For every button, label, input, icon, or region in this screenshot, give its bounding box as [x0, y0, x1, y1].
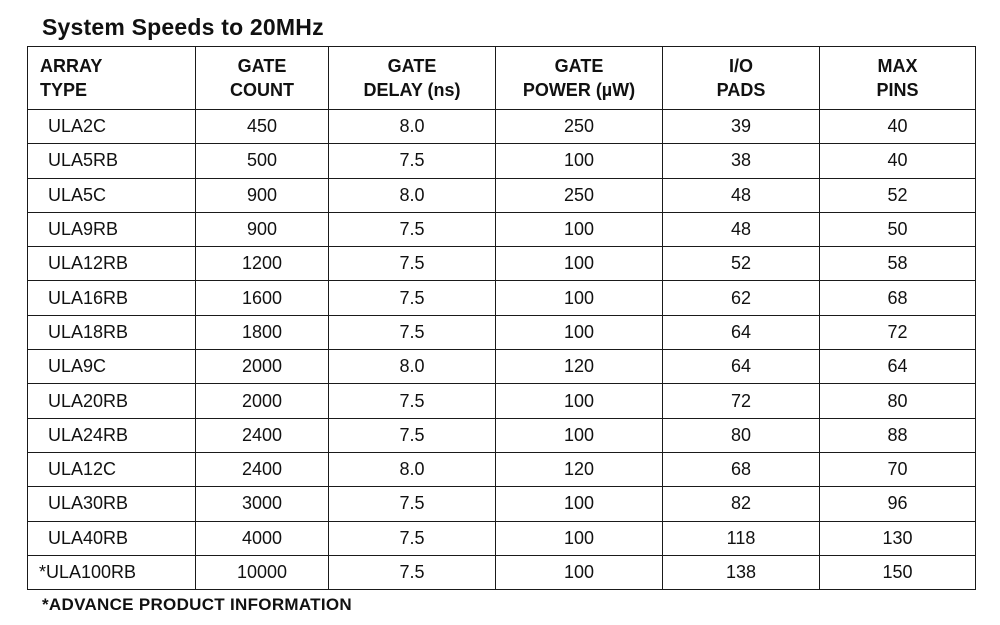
cell-gate-power: 100: [496, 212, 663, 246]
table-body: [28, 110, 976, 590]
cell-gate-delay: 7.5: [329, 384, 496, 418]
cell-array-type: ULA40RB: [28, 521, 196, 555]
cell-io-pads: 82: [663, 487, 820, 521]
cell-gate-delay: 7.5: [329, 315, 496, 349]
cell-max-pins: 130: [820, 521, 976, 555]
cell-gate-count: 450: [196, 110, 329, 144]
cell-gate-count: 500: [196, 144, 329, 178]
cell-max-pins: 58: [820, 247, 976, 281]
cell-gate-power: 120: [496, 350, 663, 384]
table-row: [28, 281, 976, 315]
column-header-line: PINS: [876, 80, 919, 100]
column-header-gate-delay: [329, 47, 496, 110]
cell-max-pins: 88: [820, 418, 976, 452]
column-header-io-pads: [663, 47, 820, 110]
cell-gate-power: 250: [496, 178, 663, 212]
table-row: [28, 247, 976, 281]
table-row: [28, 315, 976, 349]
cell-gate-count: 10000: [196, 555, 329, 589]
cell-max-pins: 40: [820, 110, 976, 144]
table-row: [28, 418, 976, 452]
cell-max-pins: 80: [820, 384, 976, 418]
cell-gate-count: 2400: [196, 418, 329, 452]
cell-gate-count: 1800: [196, 315, 329, 349]
cell-gate-delay: 8.0: [329, 350, 496, 384]
cell-gate-delay: 7.5: [329, 212, 496, 246]
cell-gate-power: 100: [496, 487, 663, 521]
column-header-line: COUNT: [230, 80, 294, 100]
cell-max-pins: 52: [820, 178, 976, 212]
cell-io-pads: 68: [663, 452, 820, 486]
cell-gate-power: 100: [496, 384, 663, 418]
cell-array-type: ULA12RB: [28, 247, 196, 281]
cell-gate-power: 100: [496, 521, 663, 555]
cell-max-pins: 70: [820, 452, 976, 486]
column-header-line: PADS: [716, 80, 766, 100]
column-header-line: GATE: [554, 56, 604, 76]
header-row: [28, 47, 976, 110]
column-header-line: I/O: [728, 56, 753, 76]
cell-gate-delay: 8.0: [329, 110, 496, 144]
cell-io-pads: 118: [663, 521, 820, 555]
cell-io-pads: 64: [663, 315, 820, 349]
cell-gate-delay: 7.5: [329, 521, 496, 555]
cell-io-pads: 138: [663, 555, 820, 589]
cell-io-pads: 62: [663, 281, 820, 315]
cell-gate-count: 1600: [196, 281, 329, 315]
cell-max-pins: 96: [820, 487, 976, 521]
cell-gate-power: 100: [496, 315, 663, 349]
cell-io-pads: 80: [663, 418, 820, 452]
cell-array-type: ULA12C: [28, 452, 196, 486]
cell-gate-delay: 7.5: [329, 418, 496, 452]
cell-io-pads: 52: [663, 247, 820, 281]
cell-gate-power: 100: [496, 144, 663, 178]
cell-array-type: ULA20RB: [28, 384, 196, 418]
cell-io-pads: 39: [663, 110, 820, 144]
column-header-line: GATE: [387, 56, 437, 76]
table-row: [28, 555, 976, 589]
table-header: [28, 47, 976, 110]
cell-gate-delay: 7.5: [329, 247, 496, 281]
table-row: [28, 212, 976, 246]
table-row: [28, 350, 976, 384]
cell-array-type: ULA9C: [28, 350, 196, 384]
cell-gate-power: 120: [496, 452, 663, 486]
cell-array-type: ULA16RB: [28, 281, 196, 315]
column-header-line: ARRAY: [40, 56, 103, 76]
column-header-line: MAX: [877, 56, 918, 76]
cell-array-type: ULA5C: [28, 178, 196, 212]
cell-max-pins: 68: [820, 281, 976, 315]
cell-io-pads: 72: [663, 384, 820, 418]
table-row: [28, 110, 976, 144]
table-row: [28, 521, 976, 555]
footnote: *ADVANCE PRODUCT INFORMATION: [42, 595, 352, 614]
cell-array-type: ULA2C: [28, 110, 196, 144]
column-header-line: POWER (µW): [522, 80, 636, 100]
cell-max-pins: 40: [820, 144, 976, 178]
cell-max-pins: 64: [820, 350, 976, 384]
cell-gate-count: 4000: [196, 521, 329, 555]
table-row: [28, 144, 976, 178]
cell-gate-delay: 8.0: [329, 178, 496, 212]
cell-max-pins: 72: [820, 315, 976, 349]
cell-max-pins: 150: [820, 555, 976, 589]
column-header-line: GATE: [237, 56, 287, 76]
table-row: [28, 452, 976, 486]
cell-gate-power: 100: [496, 247, 663, 281]
column-header-max-pins: [820, 47, 976, 110]
cell-array-type: *ULA100RB: [28, 555, 196, 589]
cell-io-pads: 48: [663, 178, 820, 212]
cell-io-pads: 64: [663, 350, 820, 384]
cell-array-type: ULA9RB: [28, 212, 196, 246]
column-header-array-type: [28, 47, 196, 110]
cell-gate-delay: 7.5: [329, 487, 496, 521]
cell-array-type: ULA30RB: [28, 487, 196, 521]
page-title: System Speeds to 20MHz: [42, 14, 324, 40]
cell-gate-delay: 8.0: [329, 452, 496, 486]
cell-gate-count: 900: [196, 178, 329, 212]
cell-gate-power: 100: [496, 418, 663, 452]
column-header-gate-count: [196, 47, 329, 110]
cell-gate-delay: 7.5: [329, 555, 496, 589]
cell-gate-count: 900: [196, 212, 329, 246]
column-header-line: TYPE: [40, 80, 88, 100]
cell-max-pins: 50: [820, 212, 976, 246]
cell-gate-count: 1200: [196, 247, 329, 281]
cell-io-pads: 48: [663, 212, 820, 246]
cell-gate-count: 2000: [196, 350, 329, 384]
cell-array-type: ULA18RB: [28, 315, 196, 349]
cell-gate-count: 3000: [196, 487, 329, 521]
cell-io-pads: 38: [663, 144, 820, 178]
cell-gate-delay: 7.5: [329, 281, 496, 315]
cell-gate-power: 100: [496, 555, 663, 589]
column-header-line: DELAY (ns): [363, 80, 461, 100]
cell-array-type: ULA24RB: [28, 418, 196, 452]
cell-array-type: ULA5RB: [28, 144, 196, 178]
cell-gate-count: 2400: [196, 452, 329, 486]
table-row: [28, 178, 976, 212]
cell-gate-power: 250: [496, 110, 663, 144]
cell-gate-delay: 7.5: [329, 144, 496, 178]
table-row: [28, 487, 976, 521]
column-header-gate-power: [496, 47, 663, 110]
table-row: [28, 384, 976, 418]
spec-table: [27, 46, 976, 590]
cell-gate-power: 100: [496, 281, 663, 315]
cell-gate-count: 2000: [196, 384, 329, 418]
